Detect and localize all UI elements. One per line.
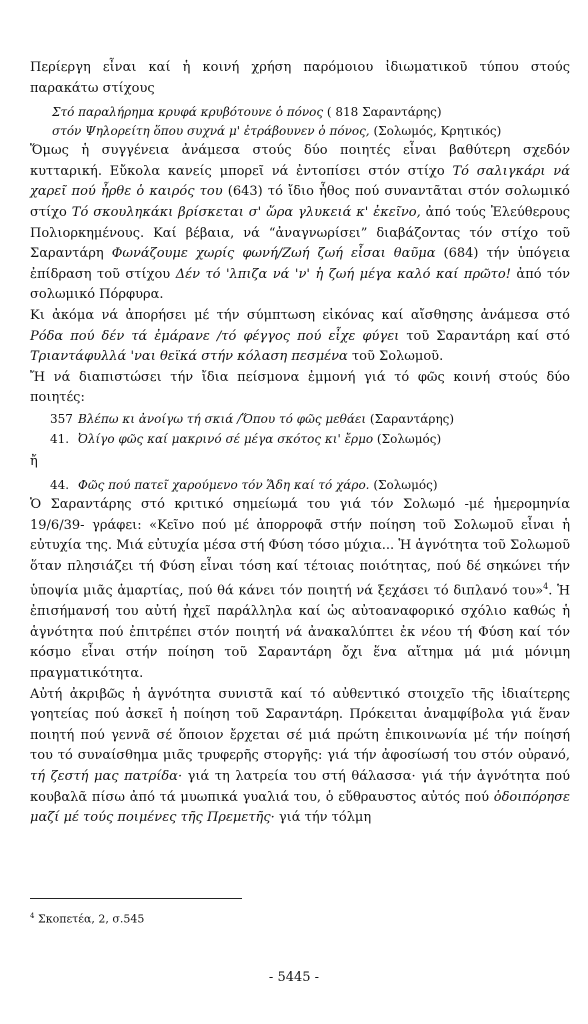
verse-source: (Σαραντάρης) <box>366 411 455 426</box>
text-run: . Ἡ ἐπισήμανσή του αὐτή ἠχεῖ παράλληλα καί ὡς αὐτοαναφορικό σχόλιο καθώς ἡ ἁγνότητα πού ἐπιτρέπει στόν ποιητή νά ἀνακαλύπτει ἐκ νέου τή Φύση καί τόν κόσμο εἶναι στήν ποίηση τοῦ Σαραντάρη ὄχι ἕνα αἴτημα μά μιά μόνιμη πραγματικότητα. <box>30 583 570 681</box>
verse-line <box>30 475 570 495</box>
text-run: ἀπό τούς Ἐλεύθερους Πολιορκημένους. Καί βέβαια, νά “ἀναγνωρίσει” διαβάζοντας τόν στίχο τοῦ Σαραντάρη <box>30 204 570 262</box>
verse-source: (Σολωμός) <box>369 477 438 492</box>
quote-line-1 <box>30 103 570 122</box>
paragraph-4 <box>30 495 570 685</box>
text-run: (684) τήν ὑπόγεια ἐπίδραση τοῦ στίχου <box>30 246 570 282</box>
text-run: Αὐτή ἀκριβῶς ἡ ἁγνότητα συνιστᾶ καί τό αὐθεντικό στοιχεῖο τῆς ἰδιαίτερης γοητείας πού ἀσκεῖ ἡ ποίηση τοῦ Σαραντάρη. Πρόκειται ἀναμφίβολα γιά ἕναν ποιητή πού γεννᾶ σέ ὅποιον ἔρχεται σέ μιά πρώτη ἐπικοινωνία μέ τήν ποίησή του τό συναίσθημα μιᾶς τρυφερῆς στοργῆς: γιά τήν ἀφοσίωσή του στόν οὐρανό, <box>30 686 570 764</box>
italic-quote: Φωνάζουμε χωρίς φωνή/Ζωή ζωή εἶσαι θαῦμα <box>111 246 436 262</box>
text-run: ἀπό τόν σολωμικό Πόρφυρα. <box>30 266 570 303</box>
verse-text: Φῶς πού πατεῖ χαρούμενο τόν Ἅδη καί τό χάρο. <box>78 477 370 492</box>
quote-line-1-text: Στό παραλήρημα κρυφά κρυβότουνε ὁ πόνος <box>52 105 324 120</box>
text-run: Ὁ Σαραντάρης στό κριτικό σημείωμά του γιά τόν Σολωμό -μέ ἡμερομηνία 19/6/39- γράφει: «Κεῖνο πού μέ ἀπορροφᾶ στήν ποίηση τοῦ Σολωμοῦ εἶναι ἡ εὐτυχία της. Μιά εὐτυχία μέσα στή Φύση τόσο μύχια... Ἡ ἁγνότητα τοῦ Σολωμοῦ ὅταν πλησιάζει τή Φύση εἶναι τόση καί τέτοιας ποιότητας, πού δέ σηκώνει τήν ὑποψία μιᾶς ἁμαρτίας, πού θά κάνει τόν ποιητή νά ξεχάσει τό διπλανό του» <box>30 496 570 599</box>
text-run: γιά τήν τόλμη <box>274 810 372 826</box>
verse-line <box>30 429 570 449</box>
text-run: γιά τη λατρεία του στή θάλασσα· γιά τήν ἁγνότητα πού κουβαλᾶ πίσω ἀπό τά μυωπικά γυαλιά του, ὁ εὔθραυστος αὐτός πού <box>30 768 570 805</box>
text-run: τοῦ Σολωμοῦ. <box>347 349 444 365</box>
text-run: (643) τό ἴδιο ἦθος πού συναντᾶται στόν σολωμικό στίχο <box>30 184 570 220</box>
footnote-text: Σκοπετέα, 2, σ.545 <box>34 912 145 926</box>
paragraph-1 <box>30 141 570 306</box>
verse-number: 41. <box>50 431 70 446</box>
italic-quote: Δέν τό 'λπιζα νά 'ν' ἡ ζωή μέγα καλό καί πρῶτο! <box>175 266 511 282</box>
italic-quote: ὁδοιπόρησε μαζί μέ τούς ποιμένες τῆς Πρεμετῆς· <box>30 789 570 826</box>
paragraph-3: Ἤ νά διαπιστώσει τήν ἴδια πείσμονα ἐμμονή γιά τό φῶς κοινή στούς δύο ποιητές: <box>30 369 570 406</box>
paragraph-5 <box>30 685 570 829</box>
page-body <box>30 58 570 829</box>
footnote-separator <box>30 898 242 899</box>
italic-quote: Τριαντάφυλλά 'ναι θεϊκά στήν κόλαση πεσμένα <box>30 349 348 365</box>
text-run: τοῦ Σαραντάρη καί στό <box>399 328 570 344</box>
page-number: - 5445 - <box>268 970 320 985</box>
text-run: Ὅμως ἡ συγγένεια ἀνάμεσα στούς δύο ποιητές εἶναι βαθύτερη σχεδόν κυτταρική. Εὔκολα κανείς μπορεῖ νά ἐντοπίσει στόν στίχο <box>30 143 570 179</box>
footnote <box>30 912 144 926</box>
verse-number: 357 <box>50 411 73 426</box>
footnote-reference: 4 <box>543 582 549 592</box>
verse-source: (Σολωμός) <box>373 431 442 446</box>
verse-text: Ὀλίγο φῶς καί μακρινό σέ μέγα σκότος κι' ἔρμο <box>78 431 374 446</box>
quote-line-2-text: στόν Ψηλορείτη ὅπου συχνά μ' ἐτράβουνεν ὁ πόνος, <box>52 124 370 139</box>
verse-text: Βλέπω κι ἀνοίγω τή σκιά /Ὅπου τό φῶς μεθάει <box>78 411 367 426</box>
paragraph-2 <box>30 306 570 368</box>
quote-line-2-source: (Σολωμός, Κρητικός) <box>369 124 502 139</box>
quote-line-1-source: ( 818 Σαραντάρης) <box>323 105 442 120</box>
footnote-mark: 4 <box>30 912 35 920</box>
verse-number: 44. <box>50 477 70 492</box>
intro-paragraph: Περίεργη εἶναι καί ἡ κοινή χρήση παρόμοιου ἰδιωματικοῦ τύπου στούς παρακάτω στίχους <box>30 60 570 96</box>
quote-line-2 <box>30 122 570 141</box>
italic-quote: Τό σκουληκάκι βρίσκεται σ' ὥρα γλυκειά κ' ἐκεῖνο, <box>71 204 421 220</box>
or-word: ἤ <box>30 453 38 469</box>
italic-quote: Ρόδα πού δέν τά ἐμάρανε /τό φέγγος πού εἶχε φύγει <box>30 328 400 344</box>
verse-line <box>30 409 570 429</box>
italic-quote: Τό σαλιγκάρι νά χαρεῖ πού ἦρθε ὁ καιρός του <box>30 163 570 200</box>
text-run: Κι ἀκόμα νά ἀπορήσει μέ τήν σύμπτωση εἰκόνας καί αἴσθησης ἀνάμεσα στό <box>30 307 570 323</box>
italic-quote: τή ζεστή μας πατρίδα· <box>30 768 183 784</box>
